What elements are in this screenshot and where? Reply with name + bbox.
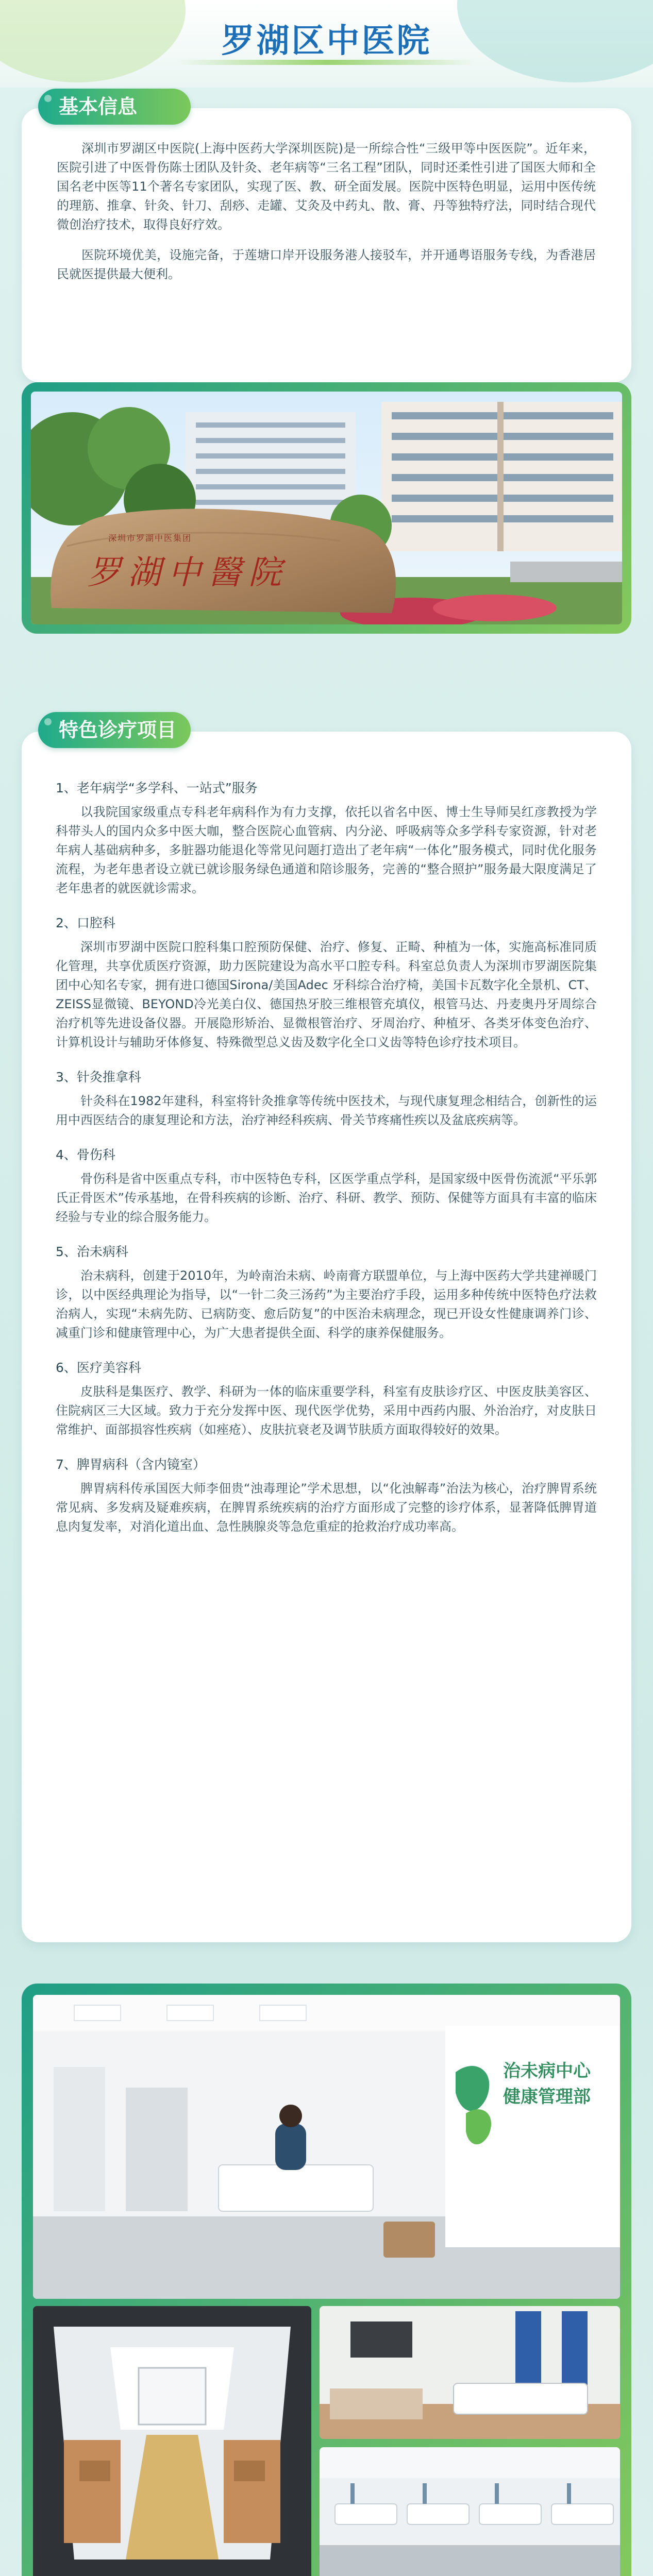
reception-photo xyxy=(33,1995,620,2299)
features-tag: 特色诊疗项目 xyxy=(38,712,191,748)
ward-illustration xyxy=(320,2306,620,2439)
feature-item xyxy=(56,1242,597,1343)
feature-item xyxy=(56,1358,597,1439)
ward-photo xyxy=(320,2306,620,2439)
feature-title: 3、针灸推拿科 xyxy=(56,1070,141,1084)
basic-info-paragraph-2: 医院环境优美，设施完备，于莲塘口岸开设服务港人接驳车，并开通粤语服务专线，为香港居民就医提供最大便利。 xyxy=(57,248,596,281)
feature-text: 针灸科在1982年建科，科室将针灸推拿等传统中医技术，与现代康复理念相结合，创新性的运用中西医结合的康复理论和方法，治疗神经科疾病、骨关节疼痛性疾以及盆底疾病等。 xyxy=(56,1094,597,1127)
feature-item xyxy=(56,778,597,898)
feature-title: 2、口腔科 xyxy=(56,916,115,930)
feature-item xyxy=(56,1454,597,1536)
reception-illustration xyxy=(33,1995,620,2299)
feature-item xyxy=(56,1067,597,1130)
wall-sign-line-2: 健康管理部 xyxy=(503,2087,591,2107)
wall-sign-line-1: 治未病中心 xyxy=(503,2061,591,2081)
feature-title: 7、脾胃病科（含内镜室） xyxy=(56,1457,206,1472)
features-card xyxy=(22,719,631,1942)
feature-title: 4、骨伤科 xyxy=(56,1147,115,1162)
hospital-photo-frame xyxy=(22,382,631,634)
feature-text: 骨伤科是省中医重点专科，市中医特色专科，区医学重点学科，是国家级中医骨伤流派“平乐郭氏正骨医术”传承基地，在骨科疾病的诊断、治疗、科研、教学、预防、保健等方面具有丰富的临床经验与专业的综合服务能力。 xyxy=(56,1172,597,1224)
rock-sign-small: 深圳市罗湖中医集团 xyxy=(108,533,192,543)
feature-text: 深圳市罗湖中医院口腔科集口腔预防保健、治疗、修复、正畸、种植为一体，实施高标准同质化管理，共享优质医疗资源，助力医院建设为高水平口腔专科。科室总负责人为深圳市罗湖医院集团中心知名专家，拥有进口德国Sirona/美国Adec 牙科综合治疗椅，美国卡瓦数字化全景机、CT、ZEISS显微镜、BEYOND冷光美白仪、德国热牙胶三维根管充填仪，根管马达、丹麦奥丹牙周综合治疗机等先进设备仪器。开展隐形矫治、显微根管治疗、牙周治疗、种植牙、各类牙体变色治疗、计算机设计与辅助牙体修复、特殊微型总义齿及数字化全口义齿等特色诊疗技术项目。 xyxy=(56,940,597,1049)
chamber-photo xyxy=(33,2306,311,2576)
feature-text: 脾胃病科传承国医大师李佃贵“浊毒理论”学术思想，以“化浊解毒”治法为核心，治疗脾胃系统常见病、多发病及疑难疾病，在脾胃系统疾病的治疗方面形成了完整的诊疗体系，显著降低脾胃道息肉复发率，对消化道出血、急性胰腺炎等急危重症的抢救治疗成功率高。 xyxy=(56,1481,597,1534)
feature-title: 1、老年病学“多学科、一站式”服务 xyxy=(56,781,258,795)
feature-text: 皮肤科是集医疗、教学、科研为一体的临床重要学科，科室有皮肤诊疗区、中医皮肤美容区、住院病区三大区域。致力于充分发挥中医、现代医学优势，采用中西药内服、外治治疗，对皮肤日常维护、面部损容性疾病（如痤疮）、皮肤抗衰老及调节肤质方面取得较好的效果。 xyxy=(56,1384,597,1437)
page-title: 罗湖区中医院 xyxy=(221,22,432,59)
feature-text: 治未病科，创建于2010年，为岭南治未病、岭南膏方联盟单位，与上海中医药大学共建禅暖门诊，以中医经典理论为指导，以“一针二灸三汤药”为主要治疗手段，运用多种传统中医特色疗法救治病人，实现“未病先防、已病防变、愈后防复”的中医治未病理念，现已开设女性健康调养门诊、减重门诊和健康管理中心，为广大患者提供全面、科学的康养保健服务。 xyxy=(56,1268,597,1340)
feature-title: 6、医疗美容科 xyxy=(56,1360,141,1375)
basic-info-paragraph-1: 深圳市罗湖区中医院(上海中医药大学深圳医院)是一所综合性“三级甲等中医医院”。近年来，医院引进了中医骨伤陈士团队及针灸、老年病等“三名工程”团队，同时还柔性引进了国医大师和全国名老中医等11个著名专家团队，实现了医、教、研全面发展。医院中医特色明显，运用中医传统的理筋、推拿、针灸、针刀、刮痧、走罐、艾灸及中药丸、散、膏、丹等独特疗法，同时结合现代微创治疗技术，取得良好疗效。 xyxy=(57,141,596,232)
basic-info-card xyxy=(22,95,631,382)
hospital-photo xyxy=(31,392,622,624)
feature-text: 以我院国家级重点专科老年病科作为有力支撑，依托以省名中医、博士生导师吴红彦教授为学科带头人的国内众多中医大咖，整合医院心血管病、内分泌、呼吸病等众多学科专家资源，针对老年病人基础病种多，多脏器功能退化等常见问题打造出了老年病“一体化”服务模式，同时优化服务流程，为老年患者设立就已就诊服务绿色通道和陪诊服务，完善的“整合照护”服务最大限度满足了老年患者的就医就诊需求。 xyxy=(56,805,597,895)
feature-item xyxy=(56,913,597,1052)
treatment-hall-illustration xyxy=(320,2447,620,2576)
feature-title: 5、治未病科 xyxy=(56,1244,128,1259)
chamber-illustration xyxy=(33,2306,311,2576)
rock-sign-large: 罗湖中醫院 xyxy=(88,554,289,592)
features-list xyxy=(56,778,597,1551)
treatment-hall-photo xyxy=(320,2447,620,2576)
feature-item xyxy=(56,1145,597,1227)
basic-info-tag: 基本信息 xyxy=(38,89,191,125)
facility-photos-frame xyxy=(22,1984,631,2576)
